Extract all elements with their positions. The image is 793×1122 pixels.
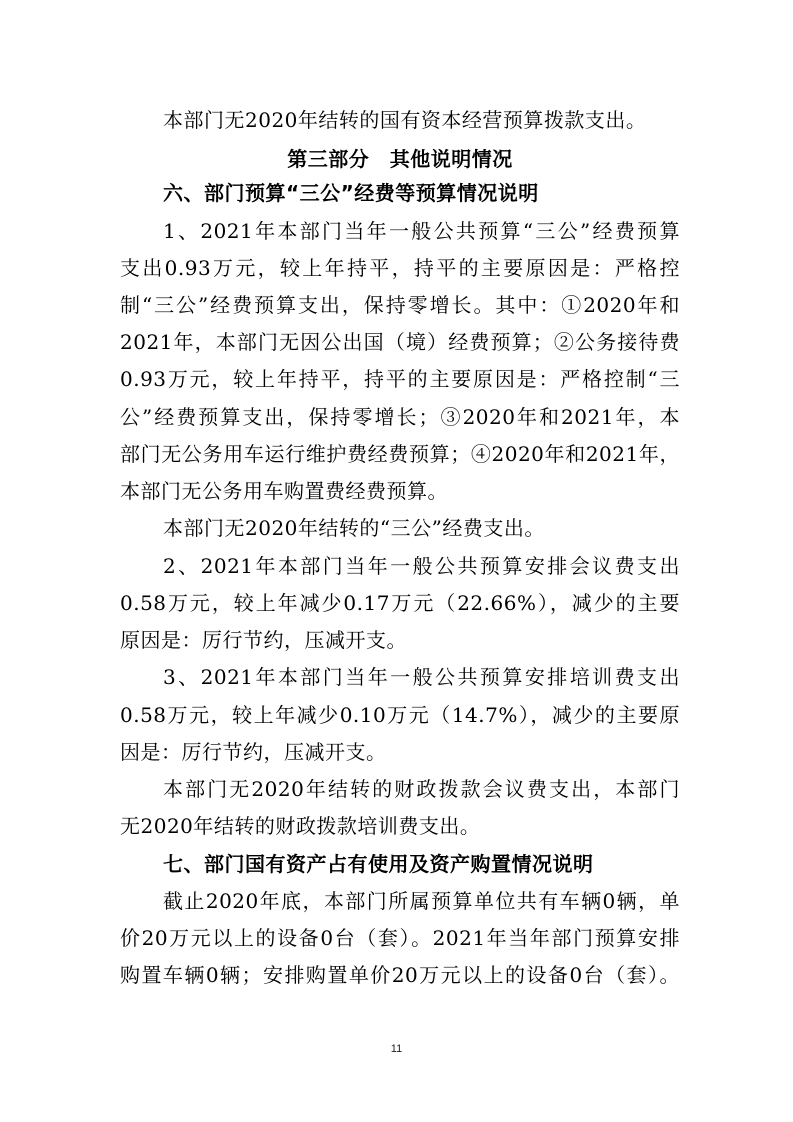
section-heading: 七、部门国有资产占有使用及资产购置情况说明: [163, 852, 594, 876]
paragraph-line: 购置车辆0辆；安排购置单价20万元以上的设备0台（套）。: [120, 963, 680, 987]
paragraph-line: 价20万元以上的设备0台（套）。2021年当年部门预算安排: [120, 926, 680, 950]
paragraph-line: 无2020年结转的财政拨款培训费支出。: [120, 814, 481, 838]
paragraph-line: 原因是：厉行节约，压减开支。: [120, 628, 407, 652]
paragraph-line: 0.93万元，较上年持平，持平的主要原因是：严格控制“三: [120, 367, 680, 391]
paragraph-line: 制“三公”经费预算支出，保持零增长。其中：①2020年和: [120, 293, 680, 317]
paragraph-line: 支出0.93万元，较上年持平，持平的主要原因是：严格控: [120, 256, 680, 280]
paragraph-line: 部门无公务用车运行维护费经费预算；④2020年和2021年，: [120, 442, 680, 466]
paragraph-line: 截止2020年底，本部门所属预算单位共有车辆0辆，单: [163, 889, 680, 913]
paragraph-line: 2021年，本部门无因公出国（境）经费预算；②公务接待费: [120, 330, 680, 354]
page-number: 11: [390, 1043, 403, 1055]
paragraph-line: 1、2021年本部门当年一般公共预算“三公”经费预算: [163, 219, 680, 243]
paragraph-line: 2、2021年本部门当年一般公共预算安排会议费支出: [163, 554, 680, 578]
part-heading: 第三部分 其他说明情况: [287, 147, 513, 171]
section-heading: 六、部门预算“三公”经费等预算情况说明: [163, 181, 539, 205]
paragraph-line: 0.58万元，较上年减少0.17万元（22.66%），减少的主要: [120, 591, 680, 615]
paragraph-line: 本部门无2020年结转的国有资本经营预算拨款支出。: [163, 108, 647, 132]
paragraph-line: 本部门无2020年结转的财政拨款会议费支出，本部门: [163, 777, 680, 801]
paragraph-line: 3、2021年本部门当年一般公共预算安排培训费支出: [163, 665, 680, 689]
paragraph-line: 因是：厉行节约，压减开支。: [120, 740, 387, 764]
paragraph-line: 本部门无2020年结转的“三公”经费支出。: [163, 516, 545, 540]
paragraph-line: 本部门无公务用车购置费经费预算。: [120, 479, 448, 503]
paragraph-line: 0.58万元，较上年减少0.10万元（14.7%），减少的主要原: [120, 703, 680, 727]
paragraph-line: 公”经费预算支出，保持零增长；③2020年和2021年，本: [120, 405, 680, 429]
